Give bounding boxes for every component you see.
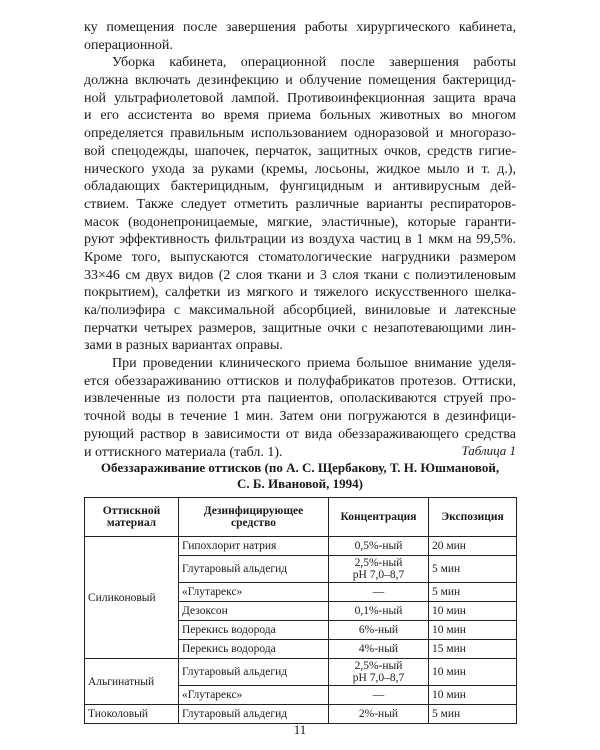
- table-row: [85, 705, 517, 724]
- text-line: Кроме того, выпускаются стоматологические нагрудники размером: [84, 249, 516, 265]
- cell-concentration: [329, 583, 429, 602]
- text-line: операционной.: [84, 37, 173, 53]
- text-line: ной ультрафиолетовой лампой. Противоинфекционная защита врача: [84, 90, 516, 106]
- text-line: 33×46 см двух видов (2 слоя ткани и 3 слоя ткани с полиэтиленовым: [84, 267, 516, 283]
- cell-exposure: 10 мин: [429, 621, 517, 640]
- table-body: [85, 537, 517, 724]
- text-line: нического ухода за руками (кремы, лосьоны, жидкое мыло и т. д.),: [84, 161, 516, 177]
- table-row: [85, 659, 517, 686]
- cell-agent: «Глутарекс»: [179, 686, 329, 705]
- cell-exposure: 10 мин: [429, 602, 517, 621]
- header-exposure: Экспозиция: [429, 498, 517, 537]
- text-line: перчатки четырех размеров, защитные очки с незапотевающими лин-: [84, 320, 516, 336]
- text-line: Уборка кабинета, операционной после завершения работы: [112, 55, 516, 71]
- cell-agent: «Глутарекс»: [179, 583, 329, 602]
- concentration-line: 4%-ный: [358, 643, 399, 655]
- cell-exposure: 5 мин: [429, 556, 517, 583]
- cell-material: Тиоколовый: [85, 705, 179, 724]
- cell-agent: Глутаровый альдегид: [179, 659, 329, 686]
- cell-concentration: [329, 556, 429, 583]
- cell-agent: Перекись водорода: [179, 621, 329, 640]
- header-material: Оттискной материал: [85, 498, 179, 537]
- concentration-line: 2,5%-ный: [354, 660, 403, 672]
- cell-exposure: 20 мин: [429, 537, 517, 556]
- paragraph-1: [84, 19, 516, 54]
- cell-concentration: [329, 537, 429, 556]
- body-text: [84, 19, 516, 461]
- cell-concentration: [329, 621, 429, 640]
- cell-concentration: [329, 659, 429, 686]
- paragraph-3: [84, 355, 516, 461]
- cell-exposure: 5 мин: [429, 583, 517, 602]
- concentration-line: —: [372, 586, 385, 598]
- cell-agent: Перекись водорода: [179, 640, 329, 659]
- table-row: [85, 537, 517, 556]
- disinfection-table: [84, 497, 517, 724]
- cell-concentration: [329, 640, 429, 659]
- header-concentration: Концентрация: [329, 498, 429, 537]
- cell-exposure: 10 мин: [429, 659, 517, 686]
- text-line: точной воды в течение 1 мин. Затем они погружаются в дезинфици-: [84, 409, 516, 425]
- cell-material: Альгинатный: [85, 659, 179, 705]
- header-agent: Дезинфицирующее средство: [179, 498, 329, 537]
- table-title: [84, 460, 516, 492]
- cell-agent: Гипохлорит натрия: [179, 537, 329, 556]
- cell-agent: Дезоксон: [179, 602, 329, 621]
- concentration-line: 2%-ный: [358, 708, 399, 720]
- text-line: вой спецодежды, шапочек, перчаток, защитных очков, средств гигие-: [84, 143, 516, 159]
- text-line: покрытием), салфетки из мягкого и тяжелого искусственного шелка-: [84, 285, 516, 301]
- concentration-line: 0,1%-ный: [354, 605, 403, 617]
- cell-agent: Глутаровый альдегид: [179, 705, 329, 724]
- text-line: определяется правильным использованием одноразовой и многоразо-: [84, 126, 516, 142]
- table-title-line-1: Обеззараживание оттисков (по А. С. Щербакову, Т. Н. Юшмановой,: [100, 460, 500, 475]
- paragraph-2: [84, 54, 516, 355]
- text-line: обладающих бактерицидным, фунгицидным и антивирусным дей-: [84, 179, 516, 195]
- cell-exposure: 5 мин: [429, 705, 517, 724]
- text-line: ку помещения после завершения работы хирургического кабинета,: [84, 20, 516, 35]
- text-line: и оттискного материала (табл. 1).: [84, 444, 283, 460]
- concentration-line: 2,5%-ный: [354, 557, 403, 569]
- text-line: зами в разных вариантах оправы.: [84, 338, 283, 354]
- table-label: Таблица 1: [461, 443, 516, 458]
- text-line: ствием. Также следует отметить различные варианты респираторов-: [84, 196, 516, 212]
- cell-agent: Глутаровый альдегид: [179, 556, 329, 583]
- text-line: руют эффективность фильтрации из воздуха частиц в 1 мкм на 99,5%.: [84, 232, 516, 248]
- concentration-line: 6%-ный: [358, 624, 399, 636]
- cell-exposure: 15 мин: [429, 640, 517, 659]
- concentration-line: —: [372, 689, 385, 701]
- text-line: рующий раствор в зависимости от вида обеззараживающего средства: [84, 426, 516, 442]
- text-line: масок (водонепроницаемые, мягкие, эластичные), которые гаранти-: [84, 214, 516, 230]
- text-line: извлеченные из полости рта пациентов, ополаскиваются струей про-: [84, 391, 516, 407]
- text-line: и его ассистента во время приема больных животных во многом: [84, 108, 516, 124]
- cell-concentration: [329, 686, 429, 705]
- cell-exposure: 10 мин: [429, 686, 517, 705]
- table-title-line-2: С. Б. Ивановой, 1994): [236, 476, 364, 491]
- table-header-row: [85, 498, 517, 537]
- text-line: При проведении клинического приема большое внимание уделя-: [112, 356, 516, 372]
- concentration-line: 0,5%-ный: [354, 540, 403, 552]
- concentration-line: pH 7,0–8,7: [352, 672, 405, 684]
- cell-concentration: [329, 602, 429, 621]
- page-number: 11: [293, 722, 307, 737]
- text-line: ка/полиэфира с максимальной абсорбцией, виниловые и латексные: [84, 303, 516, 318]
- text-line: ется обеззараживанию оттисков и полуфабрикатов протезов. Оттиски,: [84, 373, 516, 389]
- concentration-line: pH 7,0–8,7: [352, 569, 405, 581]
- text-line: должна включать дезинфекцию и облучение помещения бактерицид-: [84, 73, 516, 89]
- cell-concentration: [329, 705, 429, 724]
- cell-material: Силиконовый: [85, 537, 179, 659]
